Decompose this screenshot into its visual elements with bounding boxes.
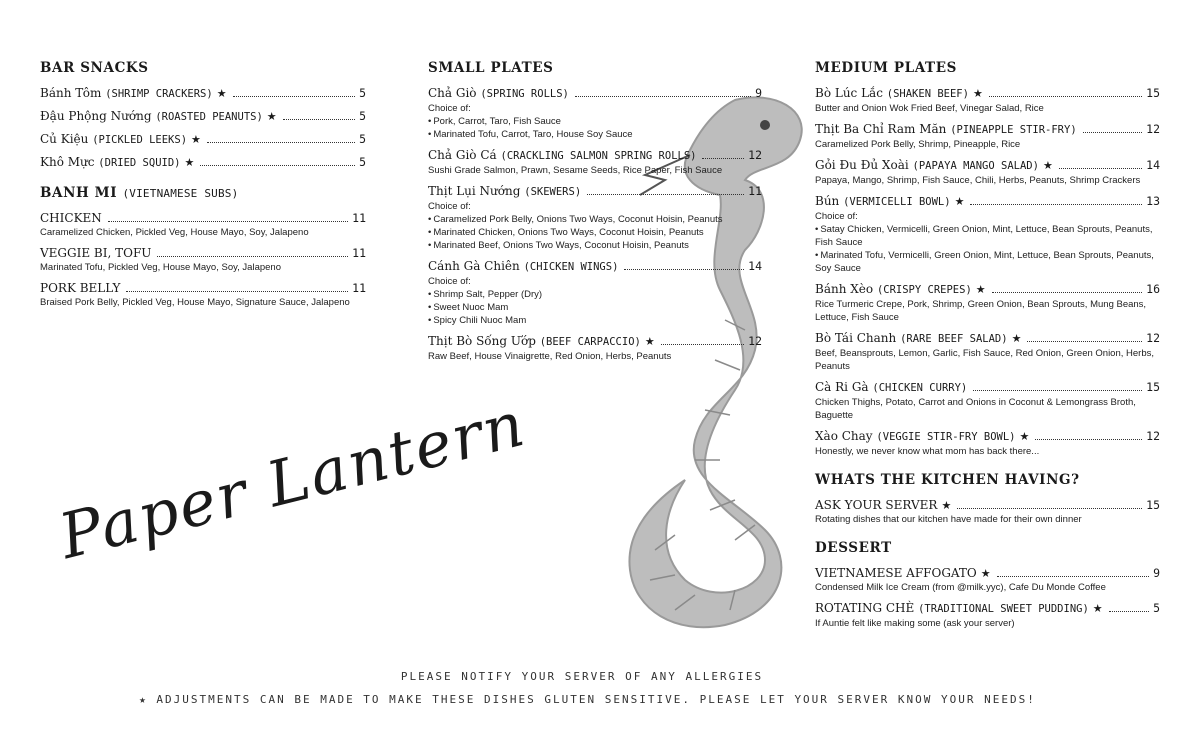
choice-list — [428, 115, 762, 141]
choice-list — [428, 213, 762, 252]
choice-option: • Pork, Carrot, Taro, Fish Sauce — [428, 115, 762, 128]
menu-item-translation: (VERMICELLI BOWL) — [843, 196, 951, 208]
menu-item-name: Thịt Ba Chỉ Ram Măn — [815, 122, 947, 136]
menu-item-title — [40, 86, 227, 102]
small-plates-list — [428, 86, 762, 363]
menu-item-line — [40, 86, 366, 102]
menu-item-title — [815, 158, 1053, 174]
menu-item-name: ASK YOUR SERVER — [815, 498, 938, 512]
menu-item-line — [428, 259, 762, 275]
paper-lantern-logo: Paper Lantern — [52, 386, 533, 573]
menu-item-title — [40, 246, 151, 261]
gluten-sensitive-star-icon: ★ — [980, 567, 991, 580]
menu-item-price: 11 — [748, 184, 762, 198]
bar-snacks-list — [40, 86, 366, 171]
gluten-sensitive-star-icon: ★ — [941, 499, 952, 512]
menu-item-price: 11 — [352, 211, 366, 225]
menu-item-translation: (PAPAYA MANGO SALAD) — [912, 160, 1039, 172]
leader-dots — [997, 576, 1149, 577]
kitchen-list — [815, 498, 1160, 526]
menu-item-title — [815, 429, 1029, 445]
leader-dots — [126, 291, 348, 292]
menu-item-price: 11 — [352, 281, 366, 295]
leader-dots — [957, 508, 1142, 509]
menu-item-description: Raw Beef, House Vinaigrette, Red Onion, Herbs, Peanuts — [428, 351, 672, 362]
menu-item-title — [428, 334, 655, 350]
menu-item-name: VEGGIE BI, TOFU — [40, 246, 152, 260]
menu-item-line — [428, 148, 762, 164]
menu-item — [428, 334, 762, 363]
menu-item — [815, 429, 1160, 458]
menu-item-line — [815, 498, 1160, 513]
menu-item-price: 9 — [755, 86, 762, 100]
menu-item-description: Rice Turmeric Crepe, Pork, Shrimp, Green Onion, Bean Sprouts, Mung Beans, Lettuce, Fish Sauce — [815, 299, 1147, 323]
menu-item-price: 12 — [1146, 122, 1160, 136]
choice-option: • Satay Chicken, Vermicelli, Green Onion, Mint, Lettuce, Bean Sprouts, Peanuts, Fish Sauce — [815, 223, 1160, 249]
bar-snacks-heading: BAR SNACKS — [40, 60, 149, 76]
leader-dots — [200, 165, 355, 166]
leader-dots — [1109, 611, 1149, 612]
menu-item-translation: (CHICKEN WINGS) — [523, 261, 619, 273]
leader-dots — [1059, 168, 1142, 169]
menu-item-title — [428, 86, 569, 102]
choice-label: Choice of: — [428, 201, 471, 212]
menu-item — [428, 86, 762, 141]
menu-item-translation: (RARE BEEF SALAD) — [900, 333, 1008, 345]
menu-item-name: Xào Chay — [815, 429, 873, 443]
menu-item-line — [40, 281, 366, 296]
leader-dots — [207, 142, 355, 143]
menu-item-line — [815, 601, 1160, 617]
banh-mi-title: BANH MI — [40, 185, 118, 201]
menu-item-name: Chả Giò — [428, 86, 477, 100]
banh-mi-heading — [40, 185, 366, 201]
menu-item-price: 13 — [1146, 194, 1160, 208]
gluten-sensitive-star-icon: ★ — [644, 335, 655, 348]
choice-option: • Caramelized Pork Belly, Onions Two Ways, Coconut Hoisin, Peanuts — [428, 213, 762, 226]
menu-item-price: 15 — [1146, 498, 1160, 512]
menu-item-line — [40, 211, 366, 226]
menu-item-description: Caramelized Chicken, Pickled Veg, House Mayo, Soy, Jalapeno — [40, 227, 309, 238]
menu-item-line — [815, 380, 1160, 396]
menu-item-price: 14 — [1146, 158, 1160, 172]
menu-item — [428, 184, 762, 252]
choice-list — [428, 288, 762, 327]
menu-item-title — [815, 282, 986, 298]
leader-dots — [992, 292, 1142, 293]
menu-item-title — [815, 86, 983, 102]
menu-item-line — [815, 158, 1160, 174]
leader-dots — [157, 256, 348, 257]
menu-item-translation: (ROASTED PEANUTS) — [155, 111, 263, 123]
leader-dots — [661, 344, 744, 345]
menu-item-name: CHICKEN — [40, 211, 102, 225]
leader-dots — [575, 96, 751, 97]
middle-column — [428, 60, 762, 370]
menu-item-description: Sushi Grade Salmon, Prawn, Sesame Seeds, Rice Paper, Fish Sauce — [428, 165, 723, 176]
menu-item-line — [815, 429, 1160, 445]
choice-label: Choice of: — [815, 211, 858, 222]
menu-item-price: 5 — [359, 132, 366, 146]
gluten-notice: ★ ADJUSTMENTS CAN BE MADE TO MAKE THESE DISHES GLUTEN SENSITIVE. PLEASE LET YOUR SERVER KNOW YOUR NEEDS! — [139, 693, 1036, 706]
gluten-sensitive-star-icon: ★ — [1042, 159, 1053, 172]
gluten-sensitive-star-icon: ★ — [1092, 602, 1103, 615]
menu-item-title — [40, 155, 194, 171]
menu-item-line — [815, 282, 1160, 298]
gluten-sensitive-star-icon: ★ — [216, 87, 227, 100]
menu-item-price: 9 — [1153, 566, 1160, 580]
menu-item — [815, 380, 1160, 422]
choice-option: • Marinated Beef, Onions Two Ways, Coconut Hoisin, Peanuts — [428, 239, 762, 252]
menu-item-name: Bò Tái Chanh — [815, 331, 897, 345]
menu-item-name: VIETNAMESE AFFOGATO — [815, 566, 977, 580]
menu-item-translation: (BEEF CARPACCIO) — [539, 336, 641, 348]
menu-item-title — [815, 601, 1103, 617]
menu-item — [40, 281, 366, 309]
banh-mi-subtitle: (VIETNAMESE SUBS) — [122, 187, 239, 200]
menu-item-name: Thịt Bò Sống Ướp — [428, 334, 536, 348]
leader-dots — [108, 221, 348, 222]
gluten-sensitive-star-icon: ★ — [954, 195, 965, 208]
menu-item-description: Marinated Tofu, Pickled Veg, House Mayo, Soy, Jalapeno — [40, 262, 281, 273]
menu-item-line — [815, 122, 1160, 138]
menu-item-translation: (SHRIMP CRACKERS) — [105, 88, 213, 100]
right-column — [815, 60, 1160, 637]
menu-item-name: Gỏi Đu Đủ Xoài — [815, 158, 909, 172]
menu-item-name: Bánh Tôm — [40, 86, 102, 100]
menu-item-line — [815, 86, 1160, 102]
menu-item-name: Củ Kiệu — [40, 132, 89, 146]
menu-item — [40, 86, 366, 102]
menu-item-description: Condensed Milk Ice Cream (from @milk.yyc), Cafe Du Monde Coffee — [815, 582, 1106, 593]
menu-item-name: Thịt Lụi Nướng — [428, 184, 521, 198]
menu-item-title — [428, 148, 696, 164]
menu-item-translation: (SKEWERS) — [524, 186, 582, 198]
menu-item — [815, 331, 1160, 373]
menu-item-price: 12 — [748, 148, 762, 162]
menu-item-price: 16 — [1146, 282, 1160, 296]
menu-item-description: Butter and Onion Wok Fried Beef, Vinegar Salad, Rice — [815, 103, 1044, 114]
leader-dots — [702, 158, 744, 159]
left-column — [40, 60, 366, 316]
leader-dots — [624, 269, 744, 270]
leader-dots — [283, 119, 355, 120]
gluten-sensitive-star-icon: ★ — [184, 156, 195, 169]
choice-list — [815, 223, 1160, 275]
choice-option: • Marinated Tofu, Carrot, Taro, House Soy Sauce — [428, 128, 762, 141]
menu-item-name: Bánh Xèo — [815, 282, 874, 296]
dessert-heading: DESSERT — [815, 540, 892, 556]
choice-option: • Marinated Tofu, Vermicelli, Green Onion, Mint, Lettuce, Bean Sprouts, Peanuts, Soy Sauce — [815, 249, 1160, 275]
menu-item-title — [815, 498, 951, 513]
leader-dots — [233, 96, 356, 97]
menu-item — [40, 109, 366, 125]
menu-item-description: Papaya, Mango, Shrimp, Fish Sauce, Chili, Herbs, Peanuts, Shrimp Crackers — [815, 175, 1141, 186]
menu-item — [428, 259, 762, 327]
menu-item-description: Braised Pork Belly, Pickled Veg, House Mayo, Signature Sauce, Jalapeno — [40, 297, 350, 308]
menu-item-line — [40, 155, 366, 171]
menu-item-price: 5 — [359, 86, 366, 100]
menu-item-translation: (TRADITIONAL SWEET PUDDING) — [918, 603, 1089, 615]
menu-item-title — [815, 194, 964, 210]
menu-item-name: Bò Lúc Lắc — [815, 86, 883, 100]
menu-item-line — [815, 194, 1160, 210]
menu-item-price: 11 — [352, 246, 366, 260]
banh-mi-list — [40, 211, 366, 309]
menu-item-price: 15 — [1146, 86, 1160, 100]
menu-item-price: 15 — [1146, 380, 1160, 394]
menu-item — [815, 601, 1160, 630]
menu-item — [815, 86, 1160, 115]
small-plates-heading: SMALL PLATES — [428, 60, 554, 76]
menu-item-name: Đậu Phộng Nướng — [40, 109, 152, 123]
menu-item-line — [40, 132, 366, 148]
menu-item-translation: (PINEAPPLE STIR-FRY) — [950, 124, 1077, 136]
menu-item-price: 12 — [1146, 331, 1160, 345]
choice-label: Choice of: — [428, 103, 471, 114]
menu-item-translation: (PICKLED LEEKS) — [92, 134, 188, 146]
leader-dots — [1035, 439, 1142, 440]
menu-item-price: 5 — [359, 109, 366, 123]
menu-item-line — [815, 331, 1160, 347]
menu-item-translation: (CRISPY CREPES) — [876, 284, 972, 296]
choice-option: • Spicy Chili Nuoc Mam — [428, 314, 762, 327]
menu-item-translation: (DRIED SQUID) — [98, 157, 181, 169]
menu-item-name: Chả Giò Cá — [428, 148, 497, 162]
kitchen-heading: WHATS THE KITCHEN HAVING? — [815, 472, 1080, 488]
menu-item-title — [428, 184, 581, 200]
leader-dots — [970, 204, 1142, 205]
leader-dots — [1027, 341, 1142, 342]
menu-item — [815, 498, 1160, 526]
choice-option: • Shrimp Salt, Pepper (Dry) — [428, 288, 762, 301]
leader-dots — [587, 194, 744, 195]
menu-item-name: Cánh Gà Chiên — [428, 259, 520, 273]
choice-label: Choice of: — [428, 276, 471, 287]
menu-item-description: Caramelized Pork Belly, Shrimp, Pineapple, Rice — [815, 139, 1021, 150]
menu-item-title — [815, 566, 991, 581]
leader-dots — [973, 390, 1142, 391]
menu-item-description: Beef, Beansprouts, Lemon, Garlic, Fish Sauce, Red Onion, Green Onion, Herbs, Peanuts — [815, 348, 1155, 372]
menu-item-line — [428, 334, 762, 350]
menu-item-line — [815, 566, 1160, 581]
menu-item-description: Chicken Thighs, Potato, Carrot and Onions in Coconut & Lemongrass Broth, Baguette — [815, 397, 1136, 421]
choice-option: • Sweet Nuoc Mam — [428, 301, 762, 314]
menu-item-line — [428, 184, 762, 200]
menu-item-title — [40, 132, 201, 148]
gluten-sensitive-star-icon: ★ — [1019, 430, 1030, 443]
menu-item-translation: (VEGGIE STIR-FRY BOWL) — [876, 431, 1016, 443]
menu-item-line — [40, 109, 366, 125]
leader-dots — [989, 96, 1142, 97]
menu-item-description: Rotating dishes that our kitchen have made for their own dinner — [815, 514, 1082, 525]
menu-item-name: Khô Mực — [40, 155, 95, 169]
menu-item-title — [815, 331, 1021, 347]
menu-item — [428, 148, 762, 177]
menu-item-price: 5 — [359, 155, 366, 169]
menu-item-translation: (CHICKEN CURRY) — [872, 382, 968, 394]
menu-item — [40, 132, 366, 148]
menu-item-line — [428, 86, 762, 102]
menu-item-name: Cà Ri Gà — [815, 380, 869, 394]
dessert-list — [815, 566, 1160, 630]
menu-item — [815, 158, 1160, 187]
menu-item — [40, 155, 366, 171]
menu-item-description: If Auntie felt like making some (ask your server) — [815, 618, 1015, 629]
menu-item — [815, 282, 1160, 324]
menu-item-translation: (SHAKEN BEEF) — [886, 88, 969, 100]
menu-item-name: PORK BELLY — [40, 281, 121, 295]
gluten-sensitive-star-icon: ★ — [1011, 332, 1022, 345]
menu-item-title — [428, 259, 618, 275]
menu-item — [815, 122, 1160, 151]
menu-item-price: 14 — [748, 259, 762, 273]
gluten-sensitive-star-icon: ★ — [972, 87, 983, 100]
menu-item-translation: (SPRING ROLLS) — [480, 88, 569, 100]
medium-plates-heading: MEDIUM PLATES — [815, 60, 957, 76]
menu-item-title — [40, 211, 102, 226]
menu-item-title — [40, 109, 277, 125]
menu-item-title — [815, 122, 1077, 138]
menu-item-translation: (CRACKLING SALMON SPRING ROLLS) — [500, 150, 697, 162]
medium-plates-list — [815, 86, 1160, 458]
menu-item-description: Honestly, we never know what mom has back there... — [815, 446, 1040, 457]
menu-item-price: 12 — [1146, 429, 1160, 443]
menu-item-title — [40, 281, 120, 296]
leader-dots — [1083, 132, 1142, 133]
menu-item-name: ROTATING CHÈ — [815, 601, 915, 615]
menu-item-line — [40, 246, 366, 261]
menu-item-title — [815, 380, 967, 396]
menu-item — [40, 246, 366, 274]
gluten-sensitive-star-icon: ★ — [191, 133, 201, 146]
menu-item — [815, 194, 1160, 275]
menu-item-name: Bún — [815, 194, 840, 208]
menu-item — [815, 566, 1160, 594]
gluten-sensitive-star-icon: ★ — [975, 283, 986, 296]
menu-item-price: 12 — [748, 334, 762, 348]
allergy-notice: PLEASE NOTIFY YOUR SERVER OF ANY ALLERGIES — [400, 670, 764, 683]
gluten-sensitive-star-icon: ★ — [266, 110, 277, 123]
menu-item — [40, 211, 366, 239]
choice-option: • Marinated Chicken, Onions Two Ways, Coconut Hoisin, Peanuts — [428, 226, 762, 239]
menu-item-price: 5 — [1153, 601, 1160, 615]
